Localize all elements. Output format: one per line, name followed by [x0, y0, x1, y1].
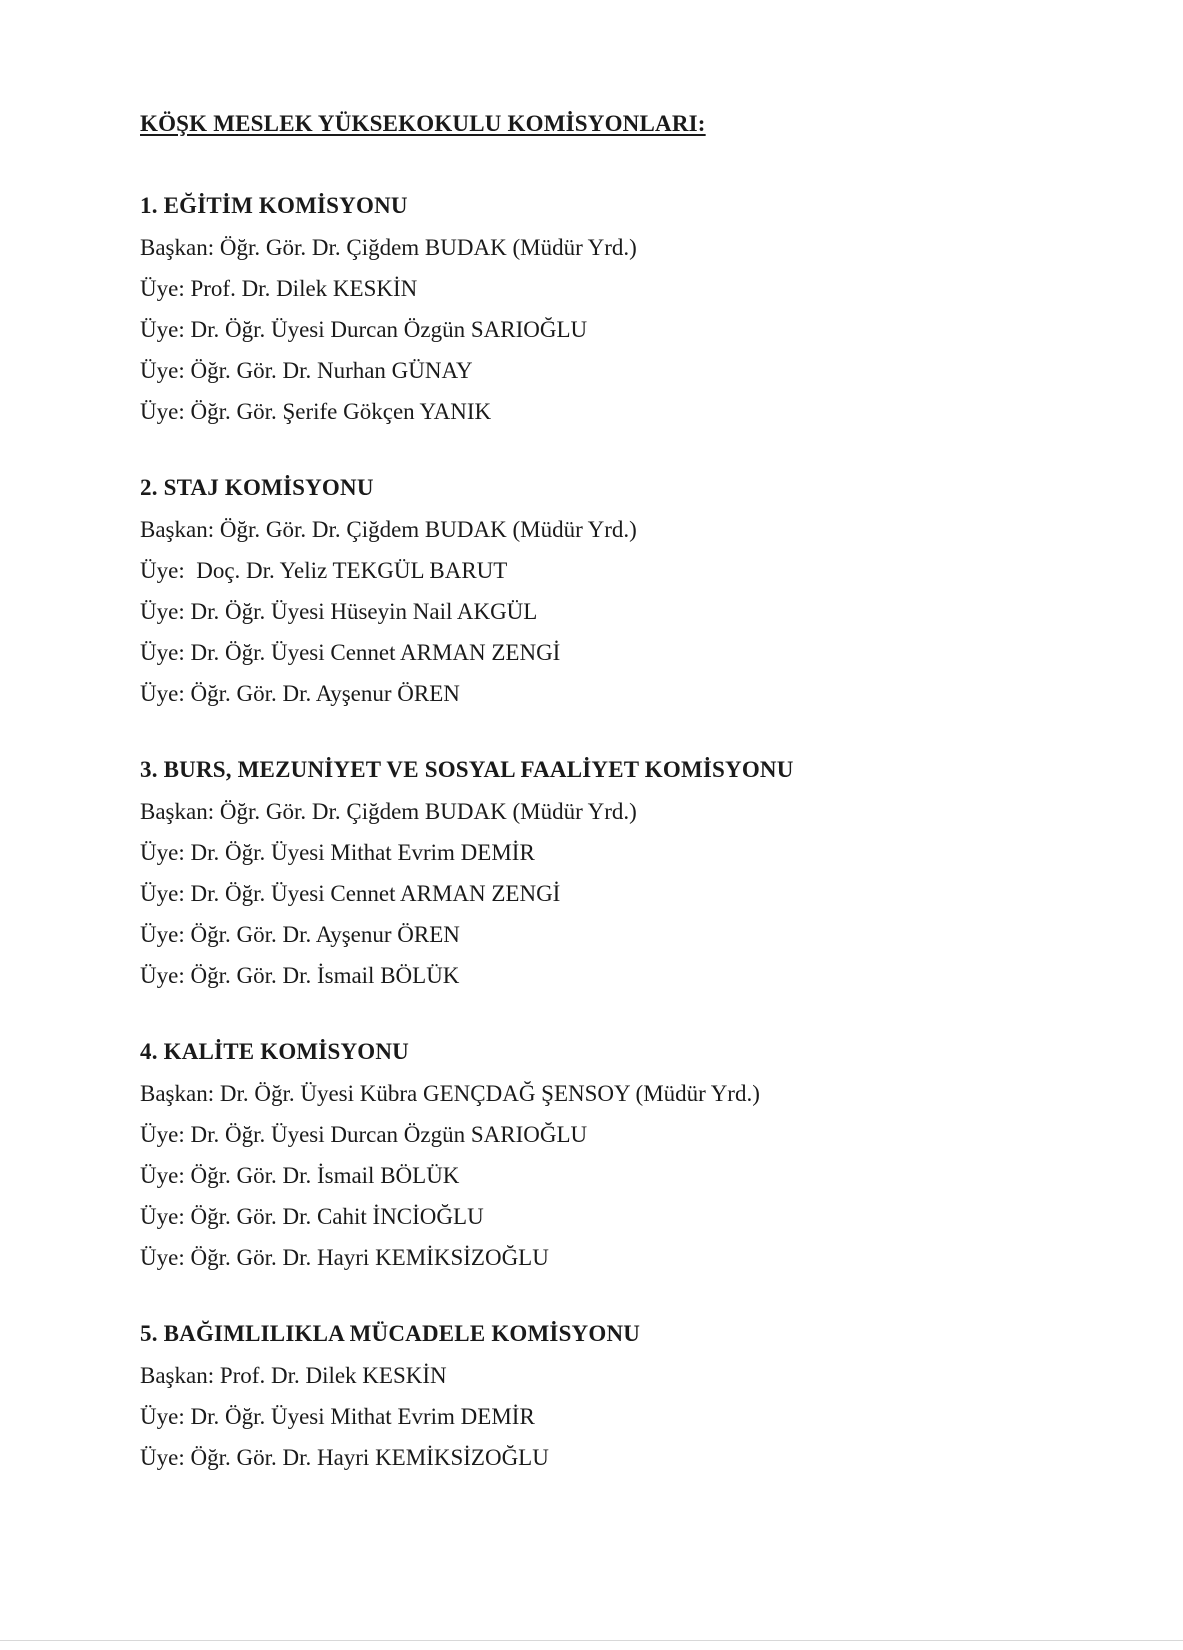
member-list [140, 509, 1140, 714]
document-page [140, 108, 1140, 1478]
commission-section [140, 1318, 1140, 1478]
section-heading: 3. BURS, MEZUNİYET VE SOSYAL FAALİYET KOMİSYONU [140, 757, 794, 782]
member-line: Başkan: Öğr. Gör. Dr. Çiğdem BUDAK (Müdür Yrd.) [140, 517, 637, 542]
section-heading: 2. STAJ KOMİSYONU [140, 475, 374, 500]
member-line: Üye: Dr. Öğr. Üyesi Cennet ARMAN ZENGİ [140, 881, 561, 906]
member-line: Başkan: Öğr. Gör. Dr. Çiğdem BUDAK (Müdür Yrd.) [140, 799, 637, 824]
member-line: Başkan: Öğr. Gör. Dr. Çiğdem BUDAK (Müdür Yrd.) [140, 235, 637, 260]
section-heading: 4. KALİTE KOMİSYONU [140, 1039, 409, 1064]
member-line: Üye: Öğr. Gör. Dr. Hayri KEMİKSİZOĞLU [140, 1445, 549, 1470]
commission-section [140, 754, 1140, 996]
member-list [140, 227, 1140, 432]
member-line: Üye: Öğr. Gör. Dr. Ayşenur ÖREN [140, 681, 460, 706]
member-line: Üye: Dr. Öğr. Üyesi Durcan Özgün SARIOĞLU [140, 317, 588, 342]
member-line: Üye: Öğr. Gör. Dr. Cahit İNCİOĞLU [140, 1204, 484, 1229]
member-line: Üye: Öğr. Gör. Şerife Gökçen YANIK [140, 399, 492, 424]
commission-section [140, 1036, 1140, 1278]
commission-section [140, 190, 1140, 432]
member-line: Üye: Dr. Öğr. Üyesi Durcan Özgün SARIOĞLU [140, 1122, 588, 1147]
member-list [140, 1073, 1140, 1278]
member-line: Üye: Öğr. Gör. Dr. İsmail BÖLÜK [140, 963, 460, 988]
member-line: Üye: Dr. Öğr. Üyesi Mithat Evrim DEMİR [140, 1404, 535, 1429]
document-title: KÖŞK MESLEK YÜKSEKOKULU KOMİSYONLARI: [140, 111, 706, 136]
scan-edge-divider [0, 1640, 1183, 1641]
member-list [140, 1355, 1140, 1478]
member-list [140, 791, 1140, 996]
member-line: Üye: Doç. Dr. Yeliz TEKGÜL BARUT [140, 558, 508, 583]
member-line: Üye: Öğr. Gör. Dr. İsmail BÖLÜK [140, 1163, 460, 1188]
member-line: Üye: Dr. Öğr. Üyesi Cennet ARMAN ZENGİ [140, 640, 561, 665]
member-line: Üye: Dr. Öğr. Üyesi Hüseyin Nail AKGÜL [140, 599, 538, 624]
member-line: Üye: Prof. Dr. Dilek KESKİN [140, 276, 418, 301]
member-line: Üye: Öğr. Gör. Dr. Nurhan GÜNAY [140, 358, 473, 383]
section-heading: 1. EĞİTİM KOMİSYONU [140, 193, 408, 218]
member-line: Başkan: Prof. Dr. Dilek KESKİN [140, 1363, 447, 1388]
member-line: Başkan: Dr. Öğr. Üyesi Kübra GENÇDAĞ ŞENSOY (Müdür Yrd.) [140, 1081, 760, 1106]
section-heading: 5. BAĞIMLILIKLA MÜCADELE KOMİSYONU [140, 1321, 641, 1346]
commission-section [140, 472, 1140, 714]
member-line: Üye: Öğr. Gör. Dr. Ayşenur ÖREN [140, 922, 460, 947]
member-line: Üye: Dr. Öğr. Üyesi Mithat Evrim DEMİR [140, 840, 535, 865]
member-line: Üye: Öğr. Gör. Dr. Hayri KEMİKSİZOĞLU [140, 1245, 549, 1270]
